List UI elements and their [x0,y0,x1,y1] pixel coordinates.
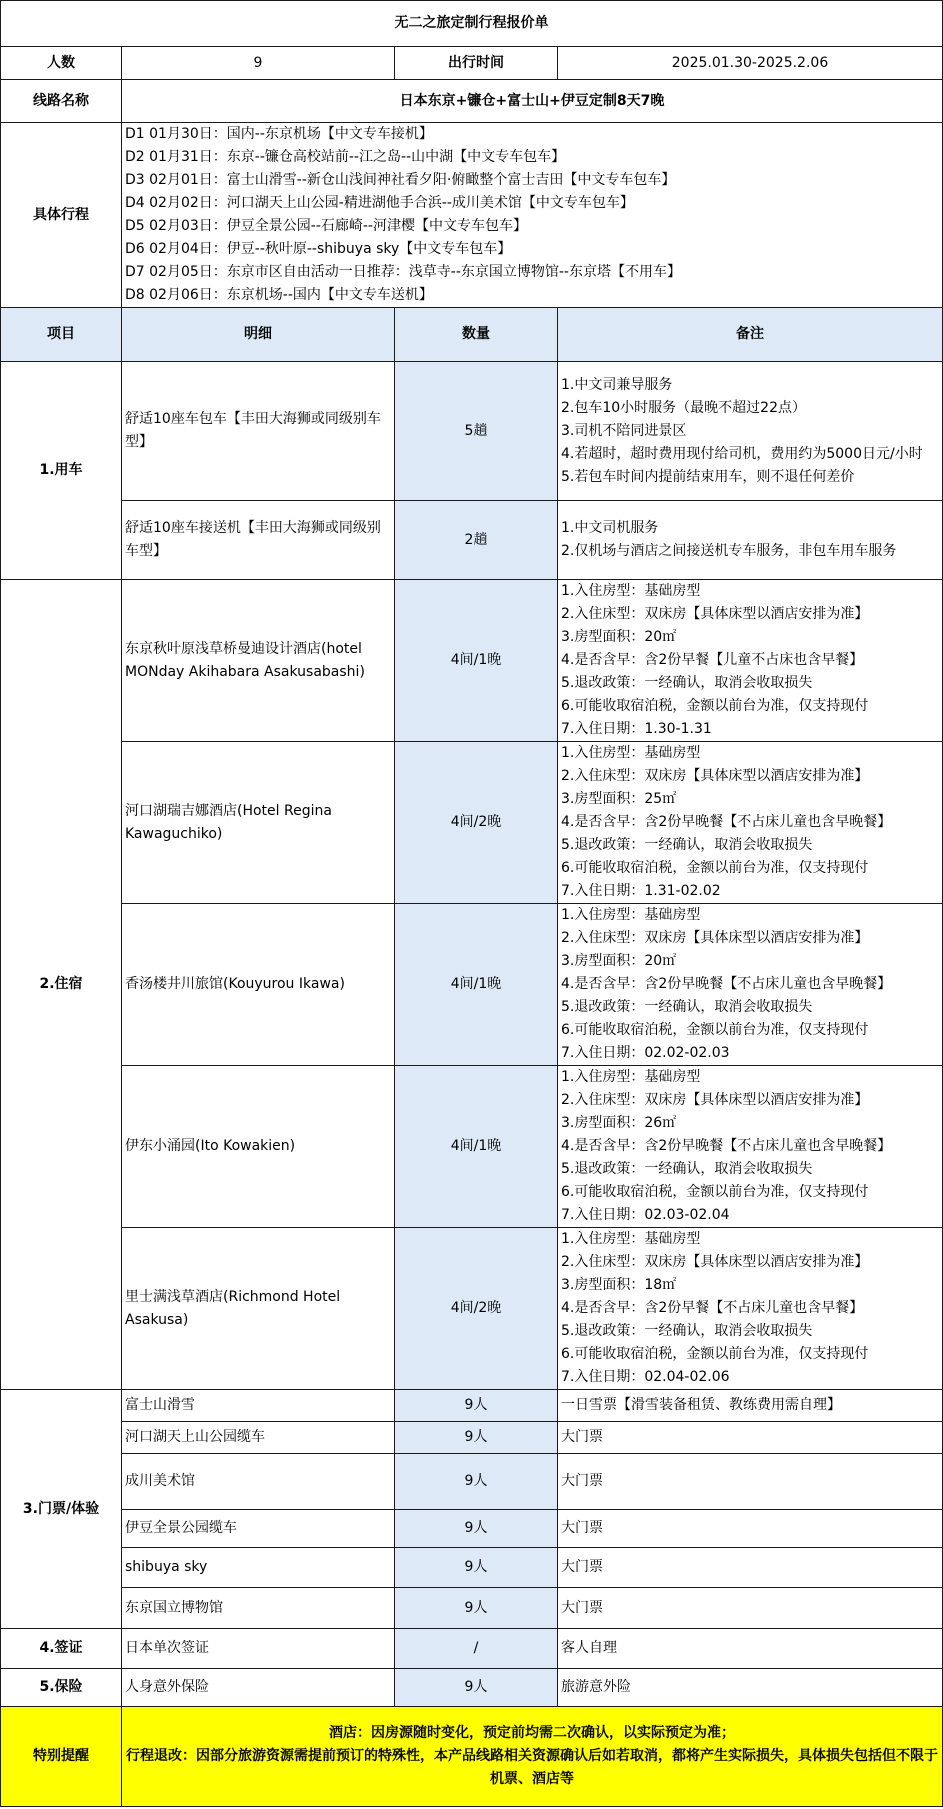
hotel-notes [558,904,943,1066]
column-header-item: 项目 [1,308,122,362]
ticket-note: 大门票 [558,1548,943,1588]
hotel-detail: 东京秋叶原浅草桥曼迪设计酒店(hotel MONday Akihabara Asakusabashi) [122,580,395,742]
note-line: 2.包车10小时服务（最晚不超过22点） [561,399,806,416]
ticket-note: 一日雪票【滑雪装备租赁、教练费用需自理】 [558,1390,943,1422]
car-qty: 2趟 [395,501,558,580]
hotel-qty: 4间/1晚 [395,1066,558,1228]
note-line: 1.中文司机服务 [561,520,659,536]
hotel-detail: 里士满浅草酒店(Richmond Hotel Asakusa) [122,1228,395,1390]
hotel-detail: 河口湖瑞吉娜酒店(Hotel Regina Kawaguchiko) [122,742,395,904]
visa-note: 客人自理 [558,1629,943,1669]
hotel-qty: 4间/2晚 [395,742,558,904]
insurance-note: 旅游意外险 [558,1669,943,1707]
hotel-notes [558,1066,943,1228]
route-value: 日本东京+镰仓+富士山+伊豆定制8天7晚 [122,80,943,123]
hotel-detail: 香汤楼井川旅馆(Kouyurou Ikawa) [122,904,395,1066]
note-line: 4.是否含早：含2份早晚餐【不占床儿童也含早晚餐】 [561,814,892,830]
note-line: 5.退改政策：一经确认，取消会收取损失 [561,1161,813,1177]
note-line: 1.入住房型：基础房型 [561,745,701,761]
note-line: 5.退改政策：一经确认，取消会收取损失 [561,999,813,1015]
people-value: 9 [122,47,395,80]
note-line: 6.可能收取宿泊税，金额以前台为准，仅支持现付 [561,860,869,876]
ticket-detail: 东京国立博物馆 [122,1588,395,1629]
visa-qty: / [395,1629,558,1669]
reminder-line: 酒店：因房源随时变化，预定前均需二次确认，以实际预定为准； [329,1725,735,1741]
hotel-qty: 4间/1晚 [395,904,558,1066]
hotel-notes [558,1228,943,1390]
note-line: 3.房型面积：25㎡ [561,791,677,807]
category-tickets: 3.门票/体验 [1,1390,122,1629]
category-visa: 4.签证 [1,1629,122,1669]
itinerary-day: D5 02月03日：伊豆全景公园--石廊崎--河津樱【中文专车包车】 [125,218,527,234]
insurance-detail: 人身意外保险 [122,1669,395,1707]
column-header-qty: 数量 [395,308,558,362]
hotel-qty: 4间/1晚 [395,580,558,742]
note-line: 4.是否含早：含2份早餐【儿童不占床也含早餐】 [561,652,864,668]
date-label: 出行时间 [395,47,558,80]
note-line: 3.司机不陪同进景区 [561,422,687,439]
ticket-note: 大门票 [558,1422,943,1454]
note-line: 3.房型面积：18㎡ [561,1277,677,1293]
ticket-qty: 9人 [395,1422,558,1454]
reminder-label: 特别提醒 [1,1707,122,1807]
note-line: 1.入住房型：基础房型 [561,583,701,599]
category-hotel: 2.住宿 [1,580,122,1390]
note-line: 2.入住床型：双床房【具体床型以酒店安排为准】 [561,606,869,622]
note-line: 7.入住日期：1.30-1.31 [561,721,712,737]
note-line: 2.入住床型：双床房【具体床型以酒店安排为准】 [561,768,869,784]
note-line: 4.若超时，超时费用现付给司机，费用约为5000日元/小时 [561,445,923,462]
itinerary-day: D2 01月31日：东京--镰仓高校站前--江之岛--山中湖【中文专车包车】 [125,149,566,165]
hotel-notes [558,742,943,904]
ticket-note: 大门票 [558,1510,943,1548]
insurance-qty: 9人 [395,1669,558,1707]
note-line: 2.仅机场与酒店之间接送机专车服务，非包车用车服务 [561,543,897,559]
note-line: 7.入住日期：02.04-02.06 [561,1369,730,1385]
reminder-text [122,1707,943,1807]
ticket-qty: 9人 [395,1588,558,1629]
ticket-detail: 成川美术馆 [122,1454,395,1510]
hotel-notes [558,580,943,742]
note-line: 2.入住床型：双床房【具体床型以酒店安排为准】 [561,1092,869,1108]
category-car: 1.用车 [1,362,122,580]
itinerary-day: D4 02月02日：河口湖天上山公园-精进湖他手合浜--成川美术馆【中文专车包车】 [125,195,634,211]
car-detail: 舒适10座车接送机【丰田大海狮或同级别车型】 [122,501,395,580]
ticket-detail: shibuya sky [122,1548,395,1588]
reminder-line: 行程退改：因部分旅游资源需提前预订的特殊性，本产品线路相关资源确认后如若取消，都将产生实际损失，具体损失包括但不限于机票、酒店等 [126,1748,938,1787]
route-label: 线路名称 [1,80,122,123]
car-notes [558,362,943,501]
ticket-detail: 河口湖天上山公园缆车 [122,1422,395,1454]
note-line: 7.入住日期：02.02-02.03 [561,1045,730,1061]
category-insurance: 5.保险 [1,1669,122,1707]
ticket-note: 大门票 [558,1454,943,1510]
note-line: 5.退改政策：一经确认，取消会收取损失 [561,675,813,691]
note-line: 1.入住房型：基础房型 [561,1231,701,1247]
ticket-detail: 富士山滑雪 [122,1390,395,1422]
note-line: 7.入住日期：02.03-02.04 [561,1207,730,1223]
note-line: 1.入住房型：基础房型 [561,907,701,923]
car-detail: 舒适10座车包车【丰田大海狮或同级别车型】 [122,362,395,501]
people-label: 人数 [1,47,122,80]
ticket-qty: 9人 [395,1548,558,1588]
hotel-detail: 伊东小涌园(Ito Kowakien) [122,1066,395,1228]
note-line: 4.是否含早：含2份早晚餐【不占床儿童也含早晚餐】 [561,1138,892,1154]
note-line: 5.若包车时间内提前结束用车，则不退任何差价 [561,468,855,485]
itinerary-list [122,123,943,308]
note-line: 6.可能收取宿泊税，金额以前台为准，仅支持现付 [561,1346,869,1362]
car-qty: 5趟 [395,362,558,501]
note-line: 4.是否含早：含2份早餐【不占床儿童也含早餐】 [561,1300,864,1316]
note-line: 6.可能收取宿泊税，金额以前台为准，仅支持现付 [561,1184,869,1200]
column-header-detail: 明细 [122,308,395,362]
column-header-note: 备注 [558,308,943,362]
ticket-note: 大门票 [558,1588,943,1629]
hotel-qty: 4间/2晚 [395,1228,558,1390]
ticket-qty: 9人 [395,1454,558,1510]
note-line: 1.入住房型：基础房型 [561,1069,701,1085]
note-line: 6.可能收取宿泊税，金额以前台为准，仅支持现付 [561,1022,869,1038]
page-title: 无二之旅定制行程报价单 [1,1,943,47]
note-line: 2.入住床型：双床房【具体床型以酒店安排为准】 [561,1254,869,1270]
itinerary-day: D7 02月05日：东京市区自由活动一日推荐：浅草寺--东京国立博物馆--东京塔【不用车】 [125,264,681,280]
itinerary-day: D8 02月06日：东京机场--国内【中文专车送机】 [125,287,433,303]
itinerary-day: D6 02月04日：伊豆--秋叶原--shibuya sky【中文专车包车】 [125,241,512,257]
itinerary-day: D3 02月01日：富士山滑雪--新仓山浅间神社看夕阳·俯瞰整个富士吉田【中文专车包车】 [125,172,676,188]
car-notes [558,501,943,580]
itinerary-label: 具体行程 [1,123,122,308]
itinerary-day: D1 01月30日：国内--东京机场【中文专车接机】 [125,126,433,142]
note-line: 3.房型面积：20㎡ [561,629,677,645]
note-line: 5.退改政策：一经确认，取消会收取损失 [561,1323,813,1339]
note-line: 7.入住日期：1.31-02.02 [561,883,721,899]
note-line: 3.房型面积：26㎡ [561,1115,677,1131]
note-line: 6.可能收取宿泊税，金额以前台为准，仅支持现付 [561,698,869,714]
note-line: 3.房型面积：20㎡ [561,953,677,969]
ticket-qty: 9人 [395,1510,558,1548]
note-line: 1.中文司兼导服务 [561,376,673,393]
date-value: 2025.01.30-2025.2.06 [558,47,943,80]
note-line: 5.退改政策：一经确认，取消会收取损失 [561,837,813,853]
note-line: 2.入住床型：双床房【具体床型以酒店安排为准】 [561,930,869,946]
note-line: 4.是否含早：含2份早晚餐【不占床儿童也含早晚餐】 [561,976,892,992]
visa-detail: 日本单次签证 [122,1629,395,1669]
ticket-detail: 伊豆全景公园缆车 [122,1510,395,1548]
ticket-qty: 9人 [395,1390,558,1422]
